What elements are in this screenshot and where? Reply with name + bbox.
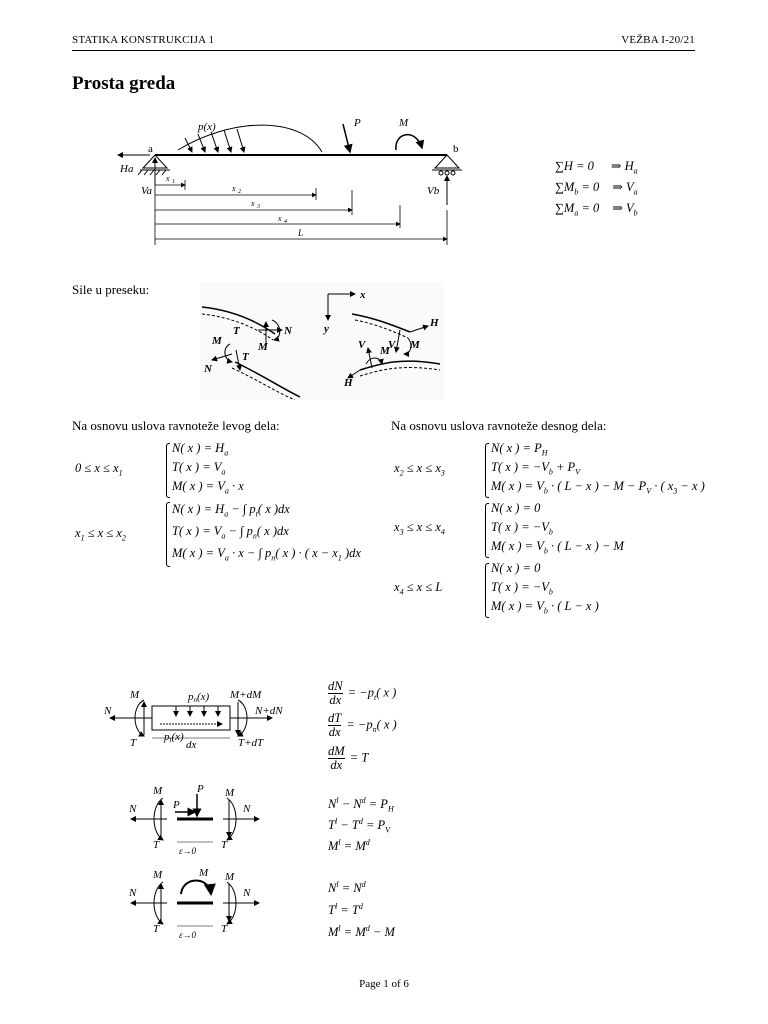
svg-text:P: P: [173, 799, 180, 811]
svg-text:P: P: [197, 783, 204, 795]
svg-text:y: y: [324, 323, 329, 335]
svg-text:M: M: [153, 785, 163, 797]
point-load: [343, 124, 350, 152]
right-heading: Na osnovu uslova ravnoteže desnog dela:: [391, 418, 607, 433]
label-Ha: Ha: [120, 163, 134, 175]
svg-text:H: H: [344, 377, 353, 389]
page-footer: Page 1 of 6: [359, 978, 409, 990]
svg-text:T: T: [233, 325, 240, 337]
page-title: Prosta greda: [72, 73, 176, 94]
label-a: a: [148, 143, 153, 155]
svg-text:pt(x): pt(x): [164, 731, 184, 744]
svg-text:M: M: [225, 871, 235, 883]
label-Va: Va: [141, 185, 152, 197]
eq-sum-H: ∑H = 0 ⇒ $H_a$: [555, 159, 638, 176]
svg-text:T: T: [221, 923, 228, 935]
label-px: p(x): [198, 121, 216, 133]
svg-text:M: M: [380, 345, 390, 357]
label-M: M: [399, 117, 409, 129]
beam-diagram: [110, 110, 480, 255]
svg-text:V: V: [388, 339, 396, 351]
svg-text:N: N: [243, 803, 251, 815]
svg-text:ε→0: ε→0: [179, 846, 197, 856]
label-x1: x: [166, 174, 170, 183]
svg-text:T: T: [242, 351, 249, 363]
svg-text:M: M: [410, 339, 420, 351]
svg-text:pn(x): pn(x): [188, 691, 210, 704]
svg-text:V: V: [358, 339, 366, 351]
svg-text:N: N: [129, 887, 137, 899]
svg-text:T: T: [130, 737, 137, 749]
label-Vb: Vb: [427, 185, 440, 197]
svg-text:M: M: [258, 341, 268, 353]
eq-sum-Ma: $\sum M_a = 0$ ⇒ $V_b$: [555, 201, 638, 218]
svg-text:1: 1: [172, 179, 175, 185]
svg-text:H: H: [430, 317, 439, 329]
svg-text:N: N: [129, 803, 137, 815]
label-x4: x: [278, 214, 282, 223]
label-L: L: [298, 228, 304, 238]
label-x2: x: [232, 184, 236, 193]
header-right: VEŽBA I-20/21: [621, 34, 695, 46]
svg-text:2: 2: [238, 189, 241, 195]
svg-text:ε→0: ε→0: [179, 930, 197, 940]
label-P: P: [354, 117, 361, 129]
label-b: b: [453, 143, 459, 155]
svg-text:dx: dx: [186, 739, 197, 751]
svg-text:N: N: [204, 363, 212, 375]
svg-text:N: N: [104, 705, 112, 717]
svg-text:N: N: [284, 325, 292, 337]
svg-text:4: 4: [284, 219, 287, 225]
label-x3: x: [251, 199, 255, 208]
svg-text:M: M: [130, 689, 140, 701]
svg-text:3: 3: [257, 204, 260, 210]
moment-arc: [396, 135, 422, 150]
svg-text:N+dN: N+dN: [255, 705, 283, 717]
left-heading: Na osnovu uslova ravnoteže levog dela:: [72, 418, 280, 433]
header-divider: [72, 50, 695, 51]
svg-text:x: x: [360, 289, 366, 301]
section-label: Sile u preseku:: [72, 282, 150, 297]
svg-text:T: T: [153, 923, 160, 935]
section-forces-sketch: [200, 282, 444, 400]
svg-text:N: N: [243, 887, 251, 899]
svg-text:M: M: [153, 869, 163, 881]
svg-text:M+dM: M+dM: [230, 689, 262, 701]
header-left: STATIKA KONSTRUKCIJA 1: [72, 34, 215, 46]
eq-sum-Mb: $\sum M_b = 0$ ⇒ $V_a$: [555, 180, 638, 197]
svg-text:M: M: [225, 787, 235, 799]
right-support: [435, 155, 459, 168]
point-moment-joint: [125, 866, 270, 944]
differential-element: [100, 680, 300, 755]
svg-text:T: T: [153, 839, 160, 851]
svg-text:M: M: [212, 335, 222, 347]
svg-text:M: M: [199, 867, 209, 879]
svg-text:T: T: [221, 839, 228, 851]
point-force-joint: [125, 782, 270, 860]
svg-text:T+dT: T+dT: [238, 737, 264, 749]
